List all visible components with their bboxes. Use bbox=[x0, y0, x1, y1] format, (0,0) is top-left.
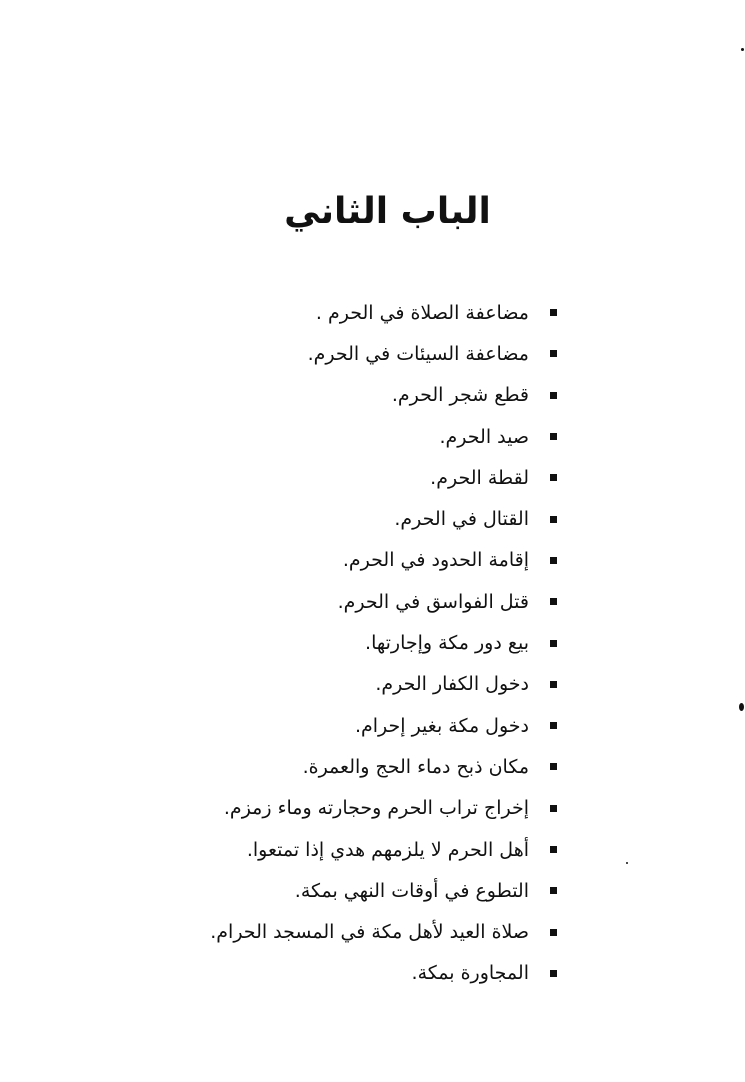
square-bullet-icon bbox=[550, 433, 557, 440]
square-bullet-icon bbox=[550, 392, 557, 399]
topic-item bbox=[157, 829, 557, 870]
topic-item bbox=[157, 333, 557, 374]
square-bullet-icon bbox=[550, 681, 557, 688]
topic-text: المجاورة بمكة. bbox=[411, 962, 529, 985]
topic-item bbox=[157, 911, 557, 952]
square-bullet-icon bbox=[550, 557, 557, 564]
topic-text: قتل الفواسق في الحرم. bbox=[337, 590, 529, 613]
topic-item bbox=[157, 788, 557, 829]
square-bullet-icon bbox=[550, 970, 557, 977]
topic-text: صيد الحرم. bbox=[439, 425, 529, 448]
topic-item bbox=[157, 375, 557, 416]
square-bullet-icon bbox=[550, 763, 557, 770]
topic-item bbox=[157, 622, 557, 663]
topic-item bbox=[157, 953, 557, 994]
topic-text: دخول مكة بغير إحرام. bbox=[354, 714, 529, 737]
square-bullet-icon bbox=[550, 887, 557, 894]
scan-speck bbox=[626, 862, 628, 864]
topic-text: أهل الحرم لا يلزمهم هدي إذا تمتعوا. bbox=[246, 838, 529, 861]
square-bullet-icon bbox=[550, 350, 557, 357]
topic-text: مضاعفة السيئات في الحرم. bbox=[307, 342, 529, 365]
topic-text: دخول الكفار الحرم. bbox=[375, 673, 529, 696]
topic-text: مكان ذبح دماء الحج والعمرة. bbox=[302, 755, 529, 778]
topic-item bbox=[157, 705, 557, 746]
square-bullet-icon bbox=[550, 640, 557, 647]
square-bullet-icon bbox=[550, 805, 557, 812]
topic-text: صلاة العيد لأهل مكة في المسجد الحرام. bbox=[210, 921, 529, 944]
topic-text: بيع دور مكة وإجارتها. bbox=[365, 632, 529, 655]
scan-speck bbox=[741, 48, 744, 51]
square-bullet-icon bbox=[550, 309, 557, 316]
square-bullet-icon bbox=[550, 474, 557, 481]
topic-item bbox=[157, 870, 557, 911]
square-bullet-icon bbox=[550, 598, 557, 605]
topic-item bbox=[157, 664, 557, 705]
topic-text: إقامة الحدود في الحرم. bbox=[342, 549, 529, 572]
square-bullet-icon bbox=[550, 846, 557, 853]
topic-list bbox=[157, 292, 557, 994]
topic-text: إخراج تراب الحرم وحجارته وماء زمزم. bbox=[223, 797, 529, 820]
topic-item bbox=[157, 498, 557, 539]
topic-item bbox=[157, 416, 557, 457]
topic-text: التطوع في أوقات النهي بمكة. bbox=[294, 879, 529, 902]
topic-text: القتال في الحرم. bbox=[394, 508, 529, 531]
topic-item bbox=[157, 581, 557, 622]
scan-speck bbox=[739, 703, 744, 711]
topic-text: لقطة الحرم. bbox=[430, 466, 529, 489]
square-bullet-icon bbox=[550, 516, 557, 523]
square-bullet-icon bbox=[550, 929, 557, 936]
topic-item bbox=[157, 457, 557, 498]
square-bullet-icon bbox=[550, 722, 557, 729]
chapter-title: الباب الثاني bbox=[284, 191, 491, 233]
topic-text: مضاعفة الصلاة في الحرم . bbox=[315, 301, 529, 324]
topic-item bbox=[157, 540, 557, 581]
topic-item bbox=[157, 292, 557, 333]
topic-text: قطع شجر الحرم. bbox=[391, 384, 529, 407]
topic-item bbox=[157, 746, 557, 787]
